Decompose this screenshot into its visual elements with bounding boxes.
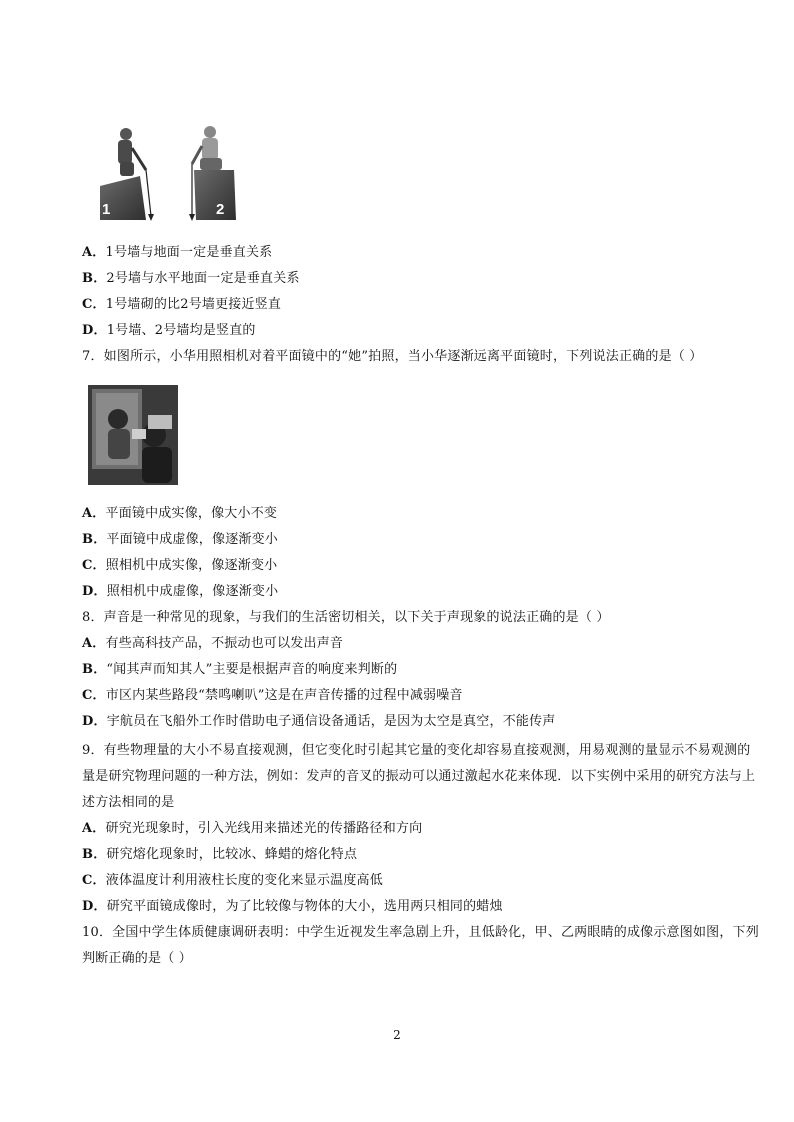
q8-stem: 8．声音是一种常见的现象，与我们的生活密切相关，以下关于声现象的说法正确的是（ ） xyxy=(82,610,610,625)
q9-option-c: C．液体温度计利用液柱长度的变化来显示温度高低 xyxy=(82,873,383,888)
q10-stem-line-2: 判断正确的是（ ） xyxy=(82,951,192,966)
q9-stem-line-3: 述方法相同的是 xyxy=(82,795,175,810)
q8-option-b: B．“闻其声而知其人”主要是根据声音的响度来判断的 xyxy=(82,662,398,677)
q7-option-d: D．照相机中成虚像，像逐渐变小 xyxy=(82,584,279,599)
q6-option-d: D．1号墙、2号墙均是竖直的 xyxy=(82,323,256,338)
person-2-head xyxy=(204,126,216,138)
q7-stem: 7．如图所示，小华用照相机对着平面镜中的“她”拍照，当小华逐渐远离平面镜时，下列说法正确的是（ ） xyxy=(82,349,703,364)
wall-2-shape xyxy=(194,170,236,220)
mirror-photo-figure xyxy=(88,385,178,485)
wall-2-label: 2 xyxy=(216,201,225,218)
q7-option-a: A．平面镜中成实像，像大小不变 xyxy=(82,506,278,521)
q7-option-c: C．照相机中成实像，像逐渐变小 xyxy=(82,558,278,573)
q9-option-a: A．研究光现象时，引入光线用来描述光的传播路径和方向 xyxy=(82,821,423,836)
q9-stem-line-1: 9．有些物理量的大小不易直接观测，但它变化时引起其它量的变化却容易直接观测，用易观测的量显示不易观测的 xyxy=(82,743,751,758)
q8-option-d: D．宇航员在飞船外工作时借助电子通信设备通话，是因为太空是真空，不能传声 xyxy=(82,714,556,729)
person-2-body xyxy=(202,138,218,160)
camera-shape xyxy=(132,429,146,439)
plumb-line-1 xyxy=(146,170,151,216)
wall-1-label: 1 xyxy=(102,201,111,218)
q7-option-b: B．平面镜中成虚像，像逐渐变小 xyxy=(82,532,278,547)
q9-stem-line-2: 量是研究物理问题的一种方法，例如：发声的音叉的振动可以通过激起水花来体现．以下实例中采用的研究方法与上 xyxy=(82,769,756,784)
q9-option-b: B．研究熔化现象时，比较冰、蜂蜡的熔化特点 xyxy=(82,847,358,862)
q6-option-b: B．2号墙与水平地面一定是垂直关系 xyxy=(82,271,300,286)
wall-plumb-figure xyxy=(96,124,242,224)
person-1-head xyxy=(120,128,132,140)
q10-stem-line-1: 10．全国中学生体质健康调研表明：中学生近视发生率急剧上升，且低龄化，甲、乙两眼睛的成像示意图如图，下列 xyxy=(82,925,759,940)
q6-option-c: C．1号墙砌的比2号墙更接近竖直 xyxy=(82,297,282,312)
q8-option-a: A．有些高科技产品，不振动也可以发出声音 xyxy=(82,636,344,651)
page-number: 2 xyxy=(393,1028,401,1042)
person-1-body xyxy=(118,140,132,164)
q9-option-d: D．研究平面镜成像时，为了比较像与物体的大小，选用两只相同的蜡烛 xyxy=(82,899,503,914)
q6-option-a: A．1号墙与地面一定是垂直关系 xyxy=(82,245,273,260)
q8-option-c: C．市区内某些路段“禁鸣喇叭”这是在声音传播的过程中减弱噪音 xyxy=(82,688,463,703)
